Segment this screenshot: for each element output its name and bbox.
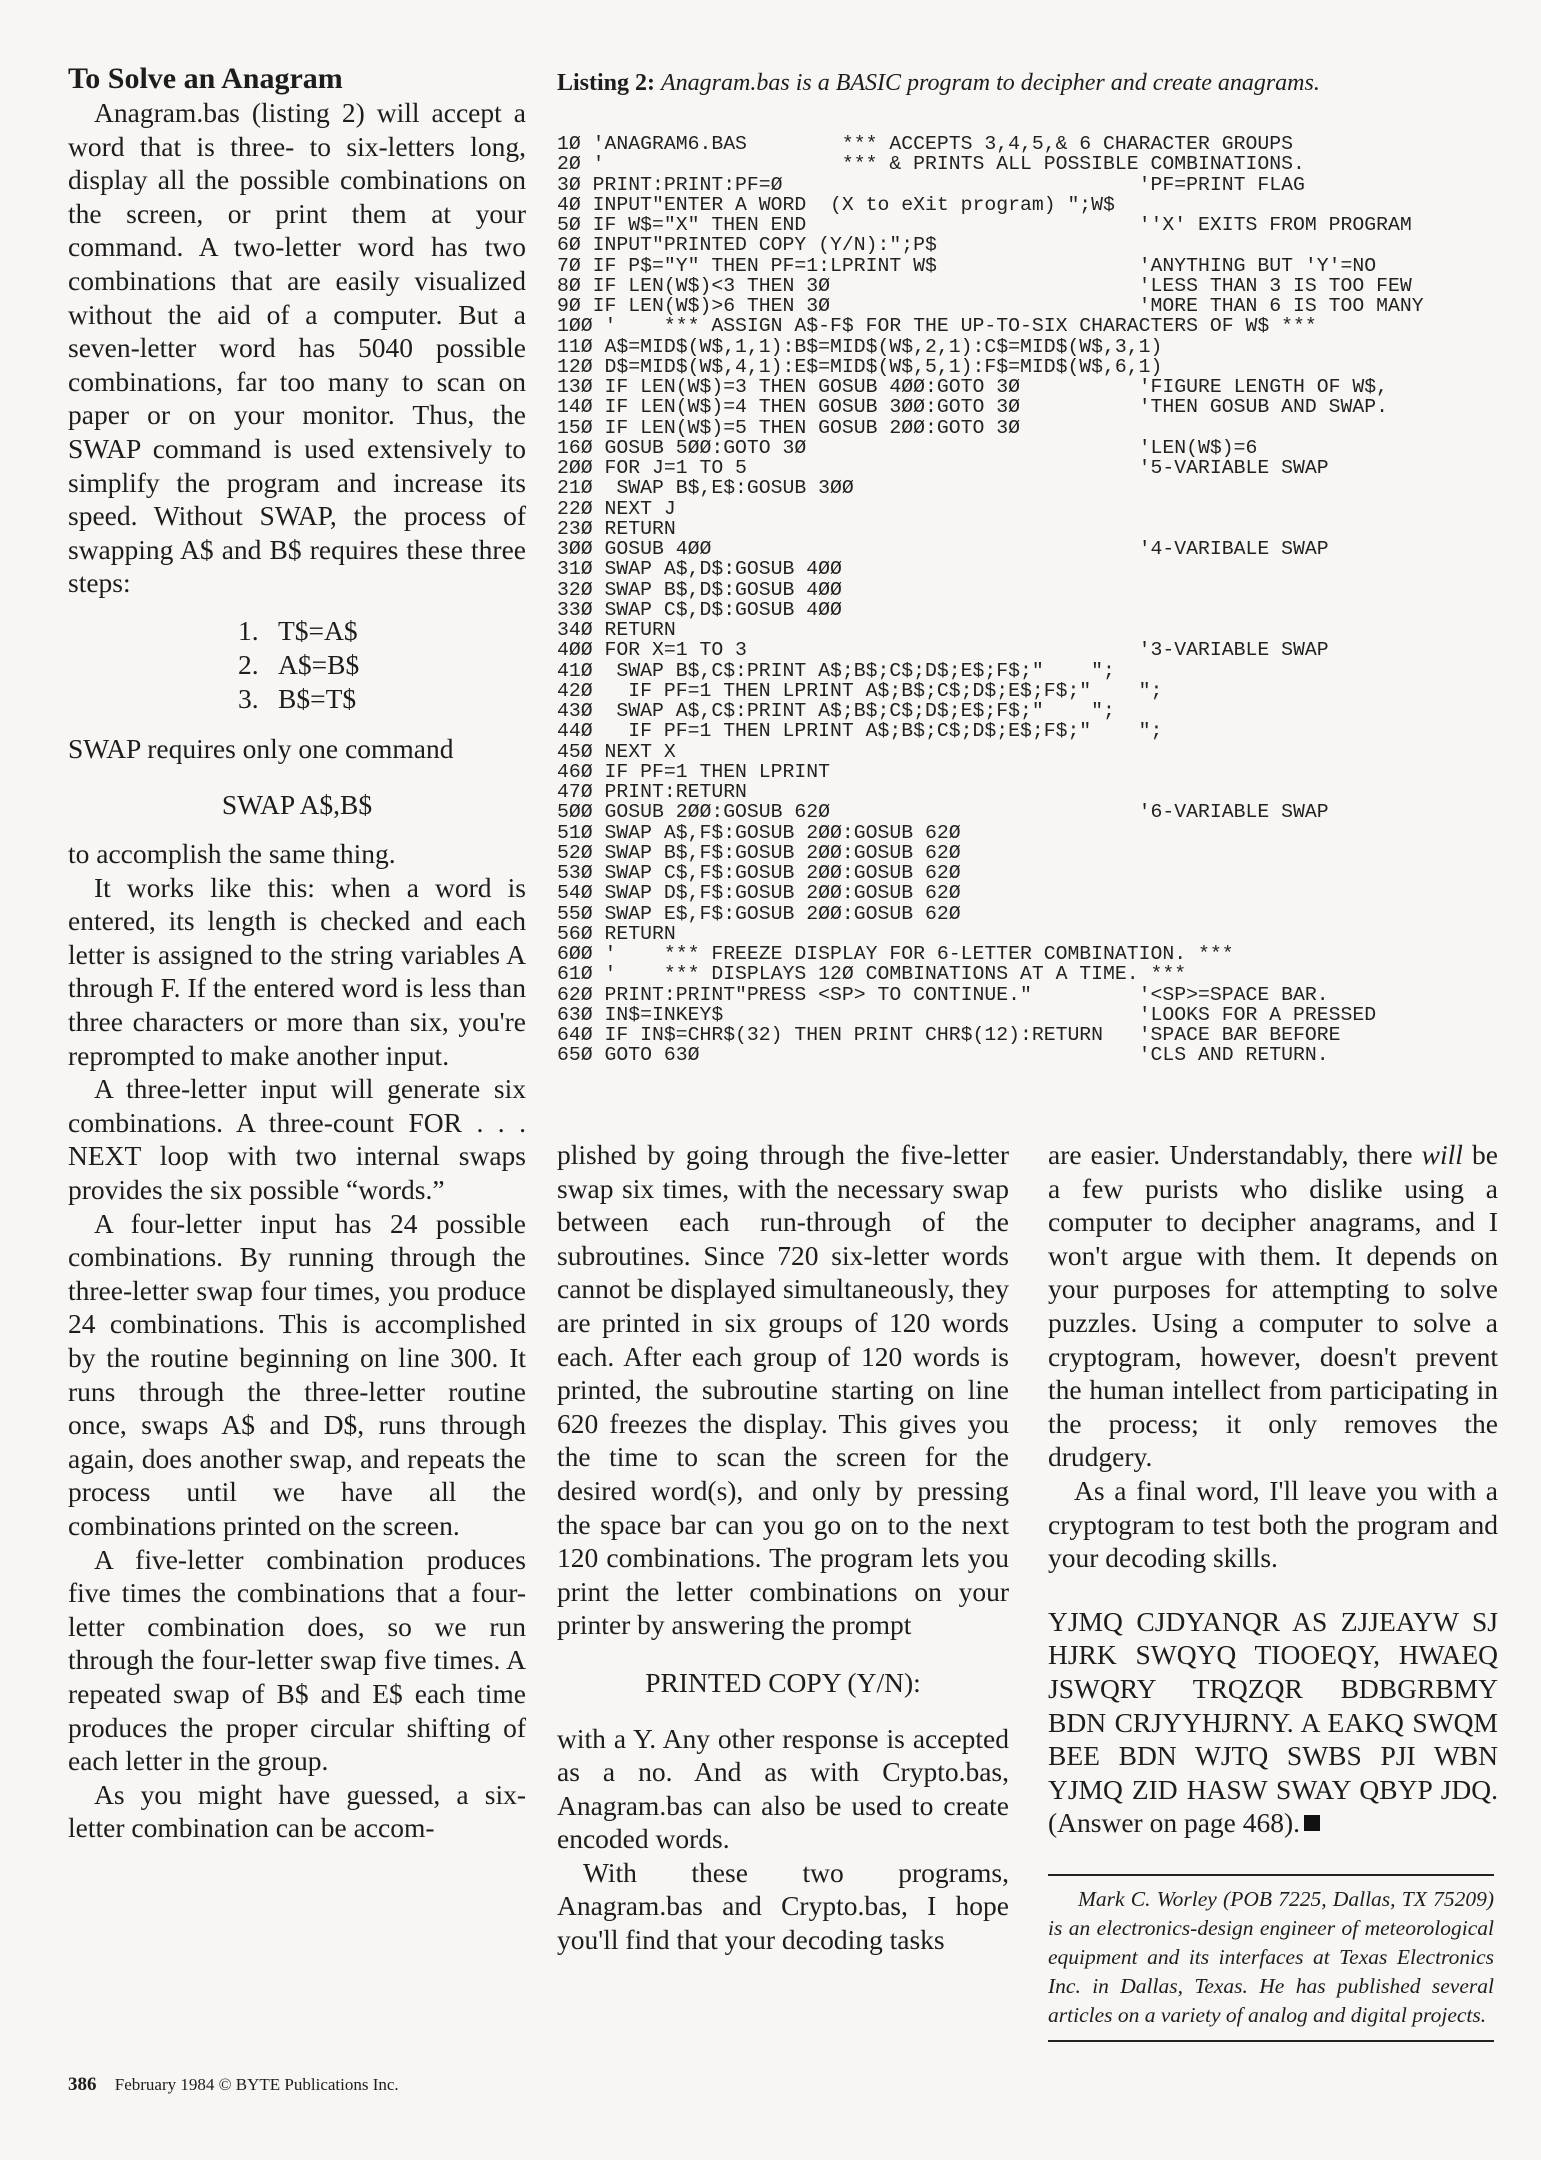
code-line [557,802,1424,822]
text-run: be a few purists who dislike using a computer to decipher anagrams, and I won't argue with them. It depends on your purposes for attempting to solve puzzles. Using a computer to solve a cryptogram, however, doesn't prevent the human intellect from participating in the process; it only removes the drudgery. [1048,1139,1498,1473]
code-text: 34Ø RETURN [557,619,676,641]
code-text: 8Ø IF LEN(W$)<3 THEN 3Ø [557,274,831,297]
code-comment: '3-VARIABLE SWAP [1138,639,1329,662]
code-line [557,377,1424,397]
code-line [557,519,1424,539]
list-text: A$=B$ [278,648,360,680]
paragraph: SWAP requires only one command [68,732,454,764]
code-text: 32Ø SWAP B$,D$:GOSUB 4ØØ [557,578,842,601]
code-text: 65Ø GOTO 63Ø [557,1044,700,1067]
code-text: 13Ø IF LEN(W$)=3 THEN GOSUB 4ØØ:GOTO 3Ø [557,376,1020,398]
code-line [557,863,1424,883]
code-text: 31Ø SWAP A$,D$:GOSUB 4ØØ [557,558,842,581]
footer-text: February 1984 © BYTE Publications Inc. [114,2075,399,2094]
article-column-2 [557,1138,1009,1957]
code-comment: ''X' EXITS FROM PROGRAM [1138,214,1412,236]
code-line [557,337,1424,357]
code-line [557,175,1424,195]
code-line [557,134,1424,154]
code-text: 15Ø IF LEN(W$)=5 THEN GOSUB 2ØØ:GOTO 3Ø [557,416,1020,439]
paragraph: A five-letter combination produces five times the combinations that a four-letter combination does, so we run through the four-letter swap five times. A repeated swap of B$ and E$ each time produces the proper circular shifting of each letter in the group. [68,1543,526,1777]
article-column-1 [68,62,526,1845]
listing-label: Listing 2: [557,70,656,96]
code-comment: 'SPACE BAR BEFORE [1138,1024,1341,1046]
code-text: 33Ø SWAP C$,D$:GOSUB 4ØØ [557,598,842,621]
code-text: 51Ø SWAP A$,F$:GOSUB 2ØØ:GOSUB 62Ø [557,821,961,844]
paragraph: As you might have guessed, a six-letter combination can be accom- [68,1778,526,1844]
code-text: 53Ø SWAP C$,F$:GOSUB 2ØØ:GOSUB 62Ø [557,862,961,884]
code-comment: '6-VARIABLE SWAP [1138,801,1329,824]
list-number: 2. [238,648,259,680]
page-number: 386 [68,2074,97,2095]
code-text: 54Ø SWAP D$,F$:GOSUB 2ØØ:GOSUB 62Ø [557,882,961,905]
code-line [557,640,1424,660]
article-column-3 [1048,1138,1498,1840]
code-comment: 'LOOKS FOR A PRESSED [1138,1003,1377,1026]
code-line [557,964,1424,984]
code-comment: 'LEN(W$)=6 [1138,436,1258,459]
code-line [557,600,1424,620]
text-run: are easier. Understandably, there [1048,1139,1422,1170]
paragraph: It works like this: when a word is entered, its length is checked and each letter is assigned to the string variables A through F. If the entered word is less than three characters or more than six, you're reprompted to make another input. [68,871,526,1071]
code-comment: 'PF=PRINT FLAG [1138,173,1305,196]
code-line [557,944,1424,964]
code-text: 6Ø INPUT"PRINTED COPY (Y/N):";P$ [557,234,937,257]
cryptogram-line: JSWQRY TRQZQR BDBGRBMY [1048,1672,1498,1704]
list-number: 1. [238,614,259,646]
code-text: 47Ø PRINT:RETURN [557,781,747,803]
code-line [557,539,1424,559]
code-text: 1ØØ ' *** ASSIGN A$-F$ FOR THE UP-TO-SIX CHARACTERS OF W$ *** [557,315,1317,338]
code-line [557,843,1424,863]
section-heading: To Solve an Anagram [68,62,343,95]
paragraph: Anagram.bas (listing 2) will accept a word that is three- to six-letters long, display all the possible combinations on the screen, or print them at your command. A two-letter word has two combinations that are easily visualized without the aid of a computer. But a seven-letter word has 5040 possible combinations, far too many to scan on paper or on your monitor. Thus, the SWAP command is used extensively to simplify the program and increase its speed. Without SWAP, the process of swapping A$ and B$ requires these three steps: [68,97,526,599]
code-text: 62Ø PRINT:PRINT"PRESS <SP> TO CONTINUE." [557,983,1032,1006]
list-number: 3. [238,682,259,714]
code-text: 11Ø A$=MID$(W$,1,1):B$=MID$(W$,2,1):C$=MID$(W$,3,1) [557,335,1163,358]
end-mark-icon [1304,1815,1320,1831]
code-line [557,418,1424,438]
code-line [557,904,1424,924]
code-line [557,620,1424,640]
list-text: B$=T$ [278,682,357,714]
code-line [557,782,1424,802]
code-text: 3ØØ GOSUB 4ØØ [557,538,712,560]
swap-example: SWAP A$,B$ [221,788,373,820]
author-bio-text: Mark C. Worley (POB 7225, Dallas, TX 75209) is an electronics-design engineer of meteorological equipment and its interfaces at Texas Electronics Inc. in Dallas, Texas. He has published several articles on a variety of analog and digital projects. [1048,1887,1494,2027]
code-line [557,438,1424,458]
code-text: 4Ø INPUT"ENTER A WORD (X to eXit program) ";W$ [557,193,1115,216]
code-line [557,195,1424,215]
cryptogram-line: YJMQ CJDYANQR AS ZJJEAYW SJ [1048,1605,1498,1637]
code-text: 44Ø IF PF=1 THEN LPRINT A$;B$;C$;D$;E$;F$;" "; [557,720,1163,743]
code-line [557,924,1424,944]
code-listing [557,134,1424,1066]
code-text: 22Ø NEXT J [557,497,676,520]
code-line [557,154,1424,174]
code-line [557,742,1424,762]
listing-caption [557,68,1320,98]
code-text: 3Ø PRINT:PRINT:PF=Ø [557,173,783,196]
list-item [238,682,526,716]
code-line [557,478,1424,498]
code-text: 5Ø IF W$="X" THEN END [557,214,807,236]
listing-caption-text: Anagram.bas is a BASIC program to decipher and create anagrams. [661,70,1320,96]
code-text: 2Ø ' *** & PRINTS ALL POSSIBLE COMBINATIONS. [557,153,1305,176]
code-text: 56Ø RETURN [557,922,676,945]
code-line [557,235,1424,255]
paragraph: with a Y. Any other response is accepted as a no. And as with Crypto.bas, Anagram.bas can also be used to create encoded words. [557,1722,1009,1855]
code-comment: '4-VARIBALE SWAP [1138,538,1329,560]
code-line [557,661,1424,681]
paragraph: With these two programs, Anagram.bas and Crypto.bas, I hope you'll find that your decoding tasks [557,1856,1009,1956]
paragraph: As a final word, I'll leave you with a cryptogram to test both the program and your decoding skills. [1048,1474,1498,1574]
code-line [557,357,1424,377]
list-item [238,614,526,648]
paragraph: to accomplish the same thing. [68,838,396,870]
code-comment: 'CLS AND RETURN. [1138,1044,1329,1067]
page-footer [68,2074,399,2096]
cryptogram-line: YJMQ ZID HASW SWAY QBYP JDQ. [1048,1773,1498,1805]
cryptogram-line: HJRK SWQYQ TIOOEQY, HWAEQ [1048,1639,1498,1671]
code-line [557,316,1424,336]
paragraph: plished by going through the five-letter swap six times, with the necessary swap between each run-through of the subroutines. Since 720 six-letter words cannot be displayed simultaneously, they are printed in six groups of 120 words each. After each group of 120 words is printed, the subroutine starting on line 620 freezes the display. This gives you the time to scan the screen for the desired word(s), and only by pressing the space bar can you go on to the next 120 combinations. The program lets you print the letter combinations on your printer by answering the prompt [557,1139,1009,1641]
code-line [557,256,1424,276]
code-line [557,1045,1424,1065]
code-line [557,296,1424,316]
code-comment: 'ANYTHING BUT 'Y'=NO [1138,254,1377,277]
code-text: 52Ø SWAP B$,F$:GOSUB 2ØØ:GOSUB 62Ø [557,841,961,864]
cryptogram [1048,1605,1498,1840]
cryptogram-line: BEE BDN WJTQ SWBS PJI WBN [1048,1740,1498,1772]
code-line [557,397,1424,417]
answer-text: (Answer on page 468). [1048,1807,1301,1839]
emphasis: will [1421,1139,1463,1170]
code-line [557,580,1424,600]
code-line [557,276,1424,296]
code-line [557,985,1424,1005]
code-text: 4ØØ FOR X=1 TO 3 [557,639,747,662]
code-comment: 'THEN GOSUB AND SWAP. [1138,396,1388,419]
code-comment: 'MORE THAN 6 IS TOO MANY [1138,295,1424,317]
code-line [557,721,1424,741]
code-line [557,681,1424,701]
code-text: 2ØØ FOR J=1 TO 5 [557,457,747,479]
code-text: 16Ø GOSUB 5ØØ:GOTO 3Ø [557,436,807,459]
code-text: 46Ø IF PF=1 THEN LPRINT [557,760,831,783]
author-bio [1048,1874,1494,2042]
code-line [557,823,1424,843]
code-text: 42Ø IF PF=1 THEN LPRINT A$;B$;C$;D$;E$;F$;" "; [557,679,1163,702]
code-text: 6ØØ ' *** FREEZE DISPLAY FOR 6-LETTER COMBINATION. *** [557,943,1234,965]
answer-note [1048,1806,1498,1840]
code-comment: 'LESS THAN 3 IS TOO FEW [1138,274,1412,297]
code-line [557,762,1424,782]
code-text: 1Ø 'ANAGRAM6.BAS *** ACCEPTS 3,4,5,& 6 CHARACTER GROUPS [557,133,1293,155]
swap-steps-list [68,614,526,716]
code-text: 9Ø IF LEN(W$)>6 THEN 3Ø [557,295,831,317]
code-comment: 'FIGURE LENGTH OF W$, [1138,376,1388,398]
paragraph: A three-letter input will generate six combinations. A three-count FOR . . . NEXT loop with two internal swaps provides the six possible “words.” [68,1073,526,1206]
code-line [557,1025,1424,1045]
code-line [557,215,1424,235]
code-text: 23Ø RETURN [557,517,676,540]
paragraph [1048,1138,1498,1474]
code-text: 5ØØ GOSUB 2ØØ:GOSUB 62Ø [557,801,831,824]
code-line [557,458,1424,478]
cryptogram-line: BDN CRJYYHJRNY. A EAKQ SWQM [1048,1706,1498,1738]
code-text: 45Ø NEXT X [557,740,676,763]
paragraph: A four-letter input has 24 possible combinations. By running through the three-letter swap four times, you produce 24 combinations. This is accomplished by the routine beginning on line 300. It runs through the three-letter routine once, swaps A$ and D$, runs through again, does another swap, and repeats the process until we have all the combinations printed on the screen. [68,1207,526,1541]
list-item [238,648,526,682]
code-text: 61Ø ' *** DISPLAYS 12Ø COMBINATIONS AT A TIME. *** [557,963,1187,986]
code-line [557,701,1424,721]
code-comment: '5-VARIABLE SWAP [1138,457,1329,479]
code-text: 43Ø SWAP A$,C$:PRINT A$;B$;C$;D$;E$;F$;" "; [557,700,1115,722]
code-line [557,559,1424,579]
code-text: 14Ø IF LEN(W$)=4 THEN GOSUB 3ØØ:GOTO 3Ø [557,396,1020,419]
list-text: T$=A$ [278,614,358,646]
code-line [557,883,1424,903]
code-text: 12Ø D$=MID$(W$,4,1):E$=MID$(W$,5,1):F$=MID$(W$,6,1) [557,355,1163,378]
code-text: 41Ø SWAP B$,C$:PRINT A$;B$;C$;D$;E$;F$;" "; [557,659,1115,682]
code-text: 55Ø SWAP E$,F$:GOSUB 2ØØ:GOSUB 62Ø [557,902,961,925]
code-comment: '<SP>=SPACE BAR. [1138,983,1329,1006]
code-line [557,499,1424,519]
code-text: 21Ø SWAP B$,E$:GOSUB 3ØØ [557,477,854,500]
code-text: 64Ø IF IN$=CHR$(32) THEN PRINT CHR$(12):RETURN [557,1024,1104,1046]
code-text: 7Ø IF P$="Y" THEN PF=1:LPRINT W$ [557,254,937,277]
code-text: 63Ø IN$=INKEY$ [557,1003,724,1026]
prompt-example: PRINTED COPY (Y/N): [645,1666,921,1698]
code-line [557,1005,1424,1025]
